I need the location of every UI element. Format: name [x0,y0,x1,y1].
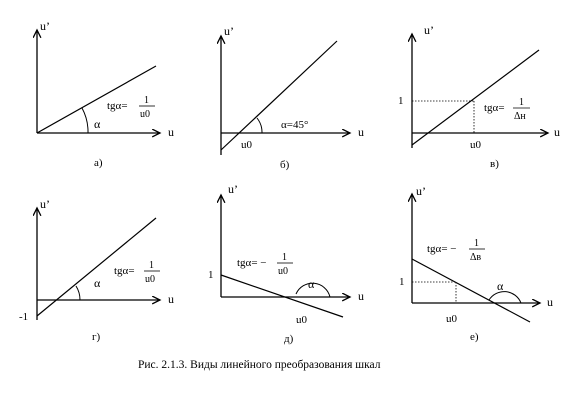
y-axis-label: u’ [224,24,234,38]
formula-num: 1 [149,260,154,271]
x-axis-label: u [358,289,364,303]
figure-caption: Рис. 2.1.3. Виды линейного преобразования шкал [138,359,381,371]
formula [237,252,293,277]
formula-den: Δв [470,252,482,263]
y-axis-label: u’ [424,23,434,37]
formula-prefix: tgα= [484,102,505,114]
panel-e [399,184,553,343]
transform-line [37,218,156,316]
formula-prefix: tgα= [107,100,128,112]
panel-label: а) [94,157,103,169]
formula-den: u0 [145,274,155,285]
formula-prefix: tgα= − [427,243,457,255]
formula-num: 1 [474,238,479,249]
angle-label: α [308,277,315,291]
formula [484,97,530,122]
angle-label: α [94,117,101,131]
angle-arc [76,286,80,300]
panel-g [19,197,174,343]
panel-b [221,24,364,171]
panel-label: б) [280,159,290,171]
x-axis-label: u [554,125,560,139]
x-axis-label: u [547,295,553,309]
transform-line [412,259,530,322]
formula-den: Δн [514,111,526,122]
y-tick-label: 1 [398,95,404,107]
panel-a [37,19,174,169]
y-axis-label: u’ [416,184,426,198]
panel-label: г) [92,331,101,343]
transform-line [221,275,343,317]
formula-prefix: tgα= [114,265,135,277]
y-tick-label: 1 [208,269,214,281]
angle-arc [257,118,262,133]
x-axis-label: u [358,125,364,139]
y-axis-label: u’ [40,197,50,211]
x-tick-label: u0 [470,139,481,151]
panel-label: е) [470,331,479,343]
y-tick-label: -1 [19,311,29,323]
y-axis-label: u’ [228,182,238,196]
angle-label: α [94,276,101,290]
formula [427,238,485,263]
formula-num: 1 [519,97,524,108]
formula [107,95,155,120]
panel-label: в) [490,158,499,170]
formula [114,260,160,285]
x-tick-label: u0 [241,139,252,151]
x-axis-label: u [168,292,174,306]
formula-num: 1 [144,95,149,106]
formula-num: 1 [282,252,287,263]
angle-arc [489,292,521,303]
y-tick-label: 1 [399,276,405,288]
y-axis-label: u’ [40,19,50,33]
formula-prefix: tgα= − [237,257,267,269]
x-tick-label: u0 [446,313,457,325]
panel-label: д) [284,333,294,345]
panel-d [208,182,364,345]
angle-arc [82,108,88,133]
x-axis-label: u [168,125,174,139]
angle-label: α [497,279,504,293]
x-tick-label: u0 [296,314,307,326]
formula-den: u0 [278,266,288,277]
angle-formula: α=45° [281,119,309,131]
panel-v [398,23,560,170]
formula-den: u0 [140,109,150,120]
